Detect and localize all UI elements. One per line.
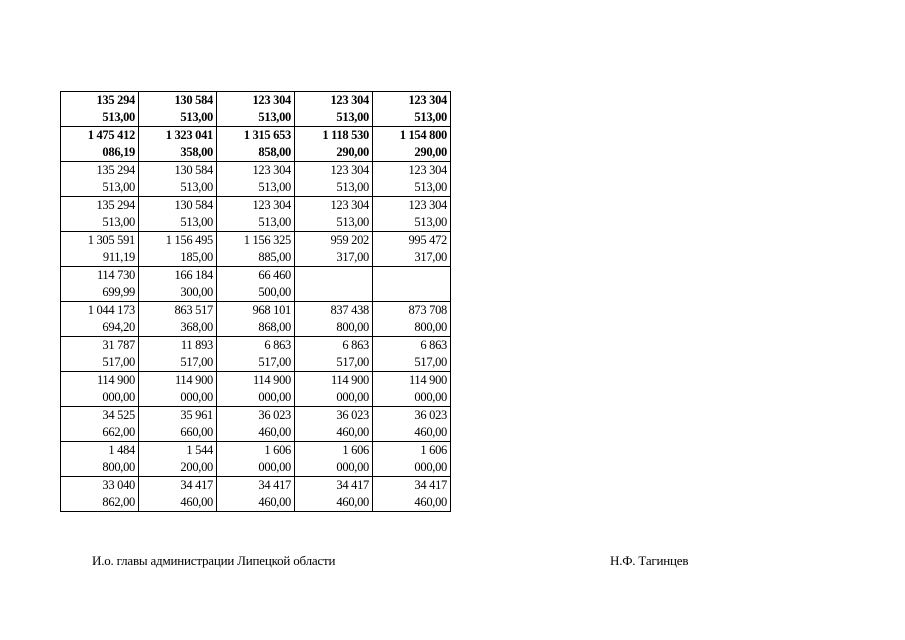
cell-value-line-2: 513,00 (258, 215, 291, 229)
cell-value-line-2: 911,19 (102, 250, 135, 264)
cell-value-line-1: 1 606 (264, 443, 291, 457)
cell-value-line-2: 290,00 (336, 145, 369, 159)
cell-value-line-2: 660,00 (180, 425, 213, 439)
cell-value-line-2: 460,00 (180, 495, 213, 509)
cell-value-line-2: 200,00 (180, 460, 213, 474)
cell-value-line-2: 513,00 (180, 180, 213, 194)
cell-value-line-2: 368,00 (180, 320, 213, 334)
budget-table-body (61, 92, 451, 512)
cell-value-line-2: 517,00 (258, 355, 291, 369)
cell-value-line-2: 694,20 (102, 320, 135, 334)
cell-value-line-1: 114 900 (252, 373, 291, 387)
table-cell (217, 407, 295, 442)
table-cell (295, 232, 373, 267)
table-cell (295, 267, 373, 302)
cell-value-line-2: 460,00 (336, 495, 369, 509)
table-cell (217, 162, 295, 197)
cell-value-line-1: 35 961 (180, 408, 213, 422)
table-row (61, 197, 451, 232)
cell-value-line-1: 135 294 (96, 93, 135, 107)
cell-value-line-1: 34 417 (180, 478, 213, 492)
budget-table (60, 91, 451, 512)
cell-value-line-1: 123 304 (330, 198, 369, 212)
cell-value-line-2: 300,00 (180, 285, 213, 299)
cell-value-line-1: 34 417 (258, 478, 291, 492)
cell-value-line-2: 086,19 (102, 145, 135, 159)
table-cell (217, 302, 295, 337)
table-cell (61, 477, 139, 512)
cell-value-line-2: 513,00 (180, 215, 213, 229)
cell-value-line-1: 31 787 (102, 338, 135, 352)
table-cell (61, 127, 139, 162)
cell-value-line-2: 000,00 (102, 390, 135, 404)
cell-value-line-2: 862,00 (102, 495, 135, 509)
cell-value-line-2: 460,00 (258, 425, 291, 439)
cell-value-line-2: 800,00 (336, 320, 369, 334)
cell-value-line-2: 000,00 (414, 390, 447, 404)
table-row (61, 407, 451, 442)
table-cell (373, 372, 451, 407)
table-cell (295, 197, 373, 232)
table-cell (139, 162, 217, 197)
cell-value-line-2: 513,00 (336, 180, 369, 194)
table-cell (373, 337, 451, 372)
cell-value-line-1: 1 305 591 (87, 233, 135, 247)
table-cell (61, 302, 139, 337)
cell-value-line-1: 1 156 495 (165, 233, 213, 247)
table-cell (61, 232, 139, 267)
table-cell (295, 337, 373, 372)
table-row (61, 442, 451, 477)
cell-value-line-2: 517,00 (180, 355, 213, 369)
table-cell (61, 407, 139, 442)
cell-value-line-1: 11 893 (180, 338, 213, 352)
table-cell (61, 92, 139, 127)
cell-value-line-1: 114 900 (408, 373, 447, 387)
cell-value-line-1: 34 417 (414, 478, 447, 492)
table-cell (217, 442, 295, 477)
cell-value-line-1: 34 525 (102, 408, 135, 422)
cell-value-line-1: 33 040 (102, 478, 135, 492)
table-cell (373, 442, 451, 477)
cell-value-line-1: 36 023 (336, 408, 369, 422)
cell-value-line-1: 1 118 530 (322, 128, 369, 142)
cell-value-line-2: 358,00 (180, 145, 213, 159)
signatory-name: Н.Ф. Тагинцев (610, 553, 689, 568)
cell-value-line-2: 517,00 (102, 355, 135, 369)
cell-value-line-1: 1 606 (342, 443, 369, 457)
cell-value-line-1: 130 584 (174, 198, 213, 212)
signatory-position: И.о. главы администрации Липецкой области (92, 553, 336, 568)
cell-value-line-1: 123 304 (252, 198, 291, 212)
cell-value-line-2: 513,00 (102, 180, 135, 194)
table-cell (139, 442, 217, 477)
cell-value-line-2: 513,00 (336, 110, 369, 124)
cell-value-line-1: 130 584 (174, 93, 213, 107)
table-row (61, 92, 451, 127)
cell-value-line-1: 114 900 (174, 373, 213, 387)
table-cell (295, 477, 373, 512)
cell-value-line-1: 135 294 (96, 163, 135, 177)
table-cell (217, 197, 295, 232)
cell-value-line-2: 513,00 (180, 110, 213, 124)
cell-value-line-1: 114 900 (330, 373, 369, 387)
cell-value-line-1: 1 544 (186, 443, 213, 457)
cell-value-line-2: 513,00 (414, 215, 447, 229)
cell-value-line-2: 517,00 (414, 355, 447, 369)
cell-value-line-2: 000,00 (258, 460, 291, 474)
cell-value-line-1: 995 472 (408, 233, 447, 247)
table-cell (139, 407, 217, 442)
table-row (61, 477, 451, 512)
table-cell (61, 337, 139, 372)
cell-value-line-2: 699,99 (102, 285, 135, 299)
table-cell (61, 197, 139, 232)
cell-value-line-2: 800,00 (414, 320, 447, 334)
cell-value-line-1: 114 730 (96, 268, 135, 282)
cell-value-line-1: 1 484 (108, 443, 135, 457)
table-cell (61, 162, 139, 197)
table-cell (295, 372, 373, 407)
cell-value-line-1: 1 606 (420, 443, 447, 457)
cell-value-line-1: 1 156 325 (243, 233, 291, 247)
cell-value-line-1: 166 184 (174, 268, 213, 282)
cell-value-line-1: 6 863 (264, 338, 291, 352)
cell-value-line-2: 460,00 (414, 495, 447, 509)
table-cell (139, 302, 217, 337)
cell-value-line-2: 000,00 (336, 460, 369, 474)
cell-value-line-1: 6 863 (342, 338, 369, 352)
table-cell (373, 162, 451, 197)
table-cell (139, 232, 217, 267)
cell-value-line-1: 959 202 (330, 233, 369, 247)
cell-value-line-2: 290,00 (414, 145, 447, 159)
table-cell (295, 127, 373, 162)
cell-value-line-1: 873 708 (408, 303, 447, 317)
table-cell (217, 477, 295, 512)
cell-value-line-2: 868,00 (258, 320, 291, 334)
cell-value-line-2: 513,00 (102, 110, 135, 124)
table-cell (217, 232, 295, 267)
cell-value-line-1: 130 584 (174, 163, 213, 177)
table-cell (139, 477, 217, 512)
cell-value-line-2: 517,00 (336, 355, 369, 369)
cell-value-line-2: 513,00 (414, 110, 447, 124)
cell-value-line-1: 123 304 (408, 93, 447, 107)
table-row (61, 162, 451, 197)
table-cell (139, 197, 217, 232)
table-cell (295, 92, 373, 127)
table-cell (373, 267, 451, 302)
cell-value-line-2: 185,00 (180, 250, 213, 264)
cell-value-line-1: 1 154 800 (399, 128, 447, 142)
cell-value-line-2: 513,00 (414, 180, 447, 194)
cell-value-line-1: 123 304 (408, 163, 447, 177)
table-cell (61, 442, 139, 477)
cell-value-line-1: 837 438 (330, 303, 369, 317)
table-row (61, 267, 451, 302)
cell-value-line-2: 000,00 (258, 390, 291, 404)
table-cell (295, 162, 373, 197)
cell-value-line-1: 6 863 (420, 338, 447, 352)
cell-value-line-1: 1 323 041 (165, 128, 213, 142)
table-cell (217, 127, 295, 162)
cell-value-line-2: 513,00 (336, 215, 369, 229)
table-cell (373, 302, 451, 337)
cell-value-line-2: 513,00 (258, 110, 291, 124)
cell-value-line-1: 863 517 (174, 303, 213, 317)
cell-value-line-1: 36 023 (258, 408, 291, 422)
cell-value-line-2: 858,00 (258, 145, 291, 159)
cell-value-line-1: 123 304 (252, 163, 291, 177)
table-row (61, 127, 451, 162)
cell-value-line-1: 1 475 412 (87, 128, 135, 142)
cell-value-line-2: 000,00 (336, 390, 369, 404)
cell-value-line-2: 513,00 (258, 180, 291, 194)
cell-value-line-1: 1 044 173 (87, 303, 135, 317)
table-cell (373, 127, 451, 162)
table-cell (139, 92, 217, 127)
table-cell (295, 302, 373, 337)
table-cell (373, 407, 451, 442)
table-cell (61, 267, 139, 302)
cell-value-line-1: 114 900 (96, 373, 135, 387)
cell-value-line-2: 460,00 (258, 495, 291, 509)
cell-value-line-1: 123 304 (252, 93, 291, 107)
table-cell (217, 337, 295, 372)
cell-value-line-1: 34 417 (336, 478, 369, 492)
table-row (61, 372, 451, 407)
table-row (61, 337, 451, 372)
cell-value-line-2: 460,00 (414, 425, 447, 439)
cell-value-line-1: 123 304 (330, 93, 369, 107)
table-cell (217, 372, 295, 407)
table-cell (217, 92, 295, 127)
cell-value-line-1: 968 101 (252, 303, 291, 317)
cell-value-line-2: 000,00 (180, 390, 213, 404)
cell-value-line-2: 500,00 (258, 285, 291, 299)
table-cell (61, 372, 139, 407)
table-row (61, 302, 451, 337)
cell-value-line-2: 317,00 (414, 250, 447, 264)
table-cell (139, 267, 217, 302)
table-cell (217, 267, 295, 302)
cell-value-line-1: 36 023 (414, 408, 447, 422)
cell-value-line-2: 885,00 (258, 250, 291, 264)
cell-value-line-2: 317,00 (336, 250, 369, 264)
table-cell (373, 197, 451, 232)
cell-value-line-2: 662,00 (102, 425, 135, 439)
cell-value-line-1: 1 315 653 (243, 128, 291, 142)
cell-value-line-2: 000,00 (414, 460, 447, 474)
table-cell (373, 477, 451, 512)
table-cell (295, 442, 373, 477)
table-cell (295, 407, 373, 442)
table-cell (139, 127, 217, 162)
table-cell (139, 372, 217, 407)
cell-value-line-2: 460,00 (336, 425, 369, 439)
cell-value-line-1: 123 304 (408, 198, 447, 212)
cell-value-line-1: 135 294 (96, 198, 135, 212)
table-cell (139, 337, 217, 372)
cell-value-line-2: 513,00 (102, 215, 135, 229)
table-cell (373, 92, 451, 127)
cell-value-line-2: 800,00 (102, 460, 135, 474)
table-cell (373, 232, 451, 267)
cell-value-line-1: 123 304 (330, 163, 369, 177)
table-row (61, 232, 451, 267)
cell-value-line-1: 66 460 (258, 268, 291, 282)
